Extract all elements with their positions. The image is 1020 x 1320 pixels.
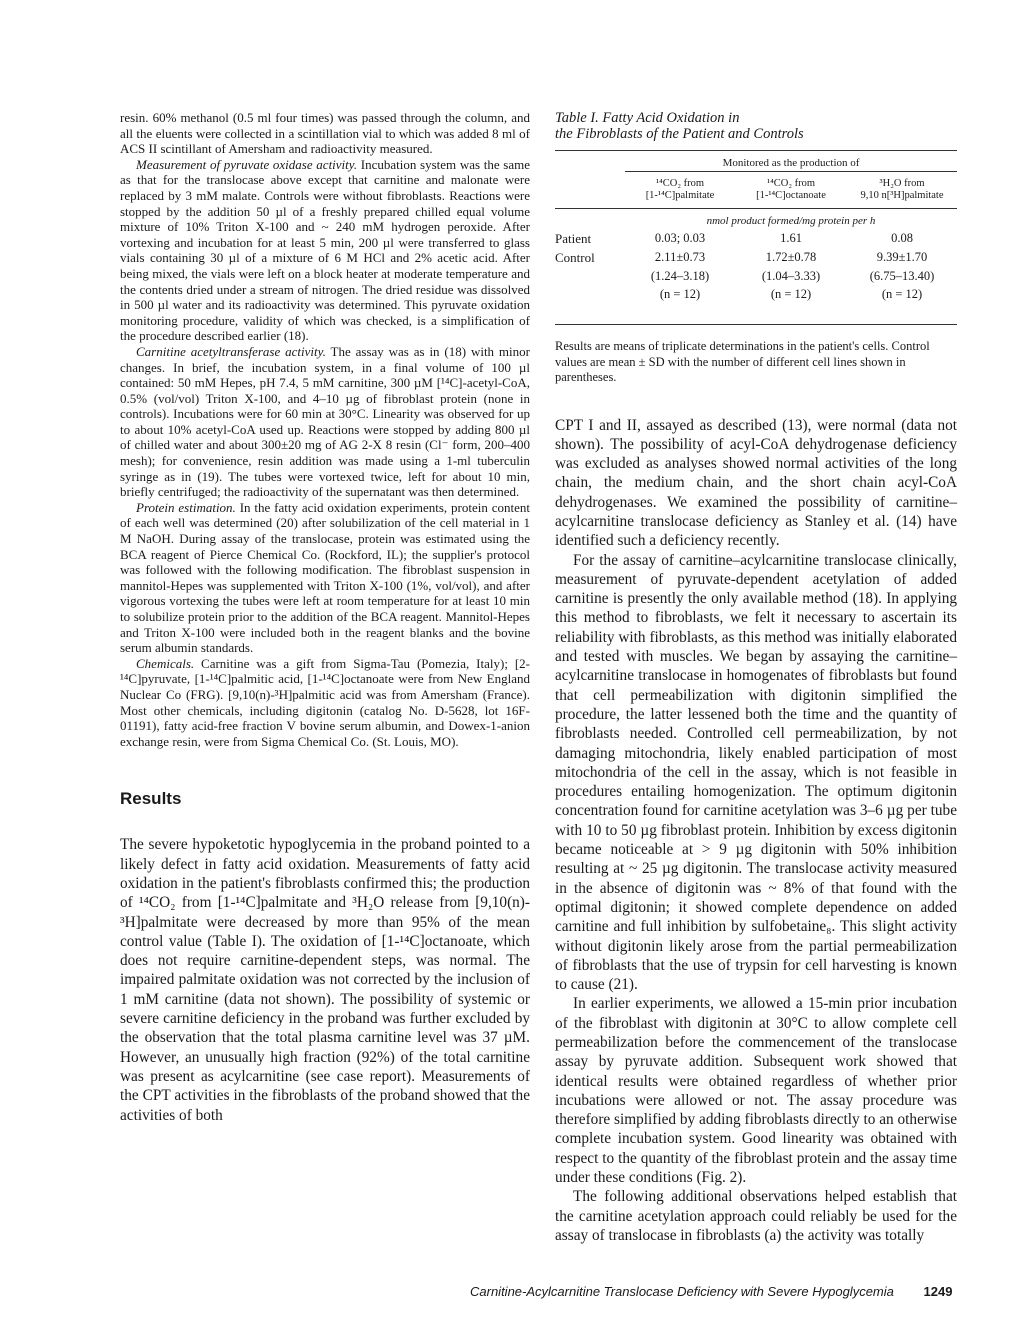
table-title-line-1: Table I. Fatty Acid Oxidation in xyxy=(555,110,740,126)
paragraph-right-4: The following additional observations helped establish that the carnitine acetylation approach could reliably be used for the assay of translocase in fibroblasts (a) the activity was totally xyxy=(555,1188,957,1244)
subheading-carnitine-acetyltransferase: Carnitine acetyltransferase activity. xyxy=(136,343,326,359)
monitored-header: Monitored as the production of xyxy=(625,151,957,172)
table-row: Control 2.11±0.73 1.72±0.78 9.39±1.70 xyxy=(555,250,928,265)
table-row: (n = 12) (n = 12) (n = 12) xyxy=(659,287,923,301)
paragraph-resin: resin. 60% methanol (0.5 ml four times) was passed through the column, and all the eluents were collected in a scintillation vial to which was added 8 ml of ACS II scintillant of Amersham and radioactivity measured. xyxy=(120,110,530,157)
units-row: nmol product formed/mg protein per h xyxy=(706,215,876,227)
pyruvate-oxidase-text: Incubation system was the same as that for the translocase above except that carnitine and malonate were replaced by 3 mM malate. Controls were without fibroblasts. Reactions were stopped by the addition 50 µl of a freshly prepared chilled equal volume mixture of 10% Triton X-100 and ~ 240 mM hydrogen peroxide. After vortexing and incubation for at least 5 min, 200 µl were transferred to glass vials containing 30 µl of a mixture of 6 M HCl and 2% acetic acid. After being mixed, the vials were left on a block heater at moderate temperature and the contents dried under a stream of nitrogen. The dried residue was dissolved in 500 µl water and its radioactivity was determined. This pyruvate oxidation monitoring procedure, validity of which was checked, is a simplification of the procedure described earlier (18). xyxy=(120,156,531,344)
subheading-chemicals: Chemicals. xyxy=(136,655,195,671)
table-title xyxy=(555,110,957,142)
left-column xyxy=(120,110,530,1125)
table-row: Patient 0.03; 0.03 1.61 0.08 xyxy=(555,231,913,246)
subheading-protein-estimation: Protein estimation. xyxy=(136,499,236,515)
column-header-octanoate-co2: ¹⁴CO₂ from [1-¹⁴C]octanoate xyxy=(735,172,847,209)
table-footnote: Results are means of triplicate determinations in the patient's cells. Control values are mean ± SD with the number of different cell lines shown in parentheses. xyxy=(555,339,930,384)
paragraph-results-1: The severe hypoketotic hypoglycemia in the proband pointed to a likely defect in fatty acid oxidation. Measurements of fatty acid oxidation in the patient's fibroblasts confirmed this; the production of ¹⁴CO₂ from [1-¹⁴C]palmitate and ³H₂O release from [9,10(n)-³H]palmitate were decreased by more than 95% of the mean control value (Table I). The oxidation of [1-¹⁴C]octanoate, which does not require carnitine-dependent steps, was normal. The impaired palmitate oxidation was not corrected by the inclusion of 1 mM carnitine (data not shown). The possibility of systemic or severe carnitine deficiency in the proband was further excluded by the observation that the total plasma carnitine level was 37 µM. However, an unusually high fraction (92%) of the total carnitine was present as acylcarnitine (see case report). Measurements of the CPT activities in the fibroblasts of the proband showed that the activities of both xyxy=(120,836,530,1124)
carnitine-acetyltransferase-text: The assay was as in (18) with minor changes. In brief, the incubation system, in a final volume of 100 µl contained: 50 mM Hepes, pH 7.4, 5 mM carnitine, 300 µM [¹⁴C]-acetyl-CoA, 0.5% (vol/vol) Triton X-100, and 4–10 µg of fibroblast protein (none in controls). Incubations were for 60 min at 30°C. Linearity was observed for up to about 10% acetyl-CoA used up. Reactions were stopped by adding 800 µl of chilled water and about 300±20 mg of AG 2-X 8 resin (Cl⁻ form, 200–400 mesh); for convenience, resin addition was made using a 1-ml tuberculin syringe as in (19). The tubes were vortexed twice, left for about 10 min, briefly centrifuged; the radioactivity of the supernatant was then determined. xyxy=(120,343,530,500)
column-header-palmitate-co2: ¹⁴CO₂ from [1-¹⁴C]palmitate xyxy=(625,172,735,209)
paragraph-protein-estimation xyxy=(120,500,530,656)
paragraph-right-1: CPT I and II, assayed as described (13), were normal (data not shown). The possibility of acyl-CoA dehydrogenase deficiency was excluded as analyses showed normal activities of the long chain, the medium chain, and the short chain acyl-CoA dehydrogenases. We examined the possibility of carnitine–acylcarnitine translocase deficiency as Stanley et al. (14) have identified such a deficiency recently. xyxy=(555,416,957,550)
paragraph-chemicals xyxy=(120,656,530,750)
chemicals-text: Carnitine was a gift from Sigma-Tau (Pomezia, Italy); [2-¹⁴C]pyruvate, [1-¹⁴C]palmitic acid, [1-¹⁴C]octanoate were from New England Nuclear Co (FRG). [9,10(n)-³H]palmitic acid was from Amersham (France). Most other chemicals, including digitonin (catalog No. D-5628, lot 16F-01191), fatty acid-free fraction V bovine serum albumin, and Dowex-1-anion exchange resin, were from Sigma Chemical Co. (St. Louis, MO). xyxy=(120,655,530,749)
page-number: 1249 xyxy=(923,1284,953,1299)
paragraph-carnitine-acetyltransferase xyxy=(120,344,530,500)
table-title-line-2: the Fibroblasts of the Patient and Controls xyxy=(555,126,804,142)
table-row: (1.24–3.18) (1.04–3.33) (6.75–13.40) xyxy=(650,269,935,283)
running-title: Carnitine-Acylcarnitine Translocase Deficiency with Severe Hypoglycemia xyxy=(470,1284,894,1299)
column-header-palmitate-h2o: ³H₂O from 9,10 n[³H]palmitate xyxy=(847,172,957,209)
paragraph-pyruvate-oxidase xyxy=(120,157,530,344)
paragraph-right-3: In earlier experiments, we allowed a 15-min prior incubation of the fibroblast with digitonin at 30°C to allow complete cell permeabilization before the commencement of the translocase assay by pyruvate addition. Subsequent work showed that identical results were obtained regardless of whether prior incubations were allowed or not. The assay procedure was therefore simplified by adding fibroblasts directly to an otherwise complete incubation system. Good linearity was obtained with respect to the quantity of the fibroblast protein and the assay time under these conditions (Fig. 2). xyxy=(555,995,957,1187)
results-heading: Results xyxy=(120,789,182,809)
protein-estimation-text: In the fatty acid oxidation experiments, protein content of each well was determined (20) after solubilization of the cell material in 1 M NaOH. During assay of the translocase, protein was estimated using the BCA reagent of Pierce Chemical Co. (Rockford, IL); the supplier's protocol was followed with the following modification. The fibroblast suspension in mannitol-Hepes was supplemented with Triton X-100 (1%, vol/vol), and after vigorous vortexing the tubes were left at room temperature for at least 10 min to solubilize protein prior to the addition of the BCA reagent. Mannitol-Hepes and Triton X-100 were included both in the reagent blanks and the bovine serum albumin standards. xyxy=(120,499,530,656)
table-bottom-rule xyxy=(555,324,957,325)
fatty-acid-oxidation-table xyxy=(555,151,957,324)
page-footer xyxy=(470,1284,957,1299)
paragraph-right-2: For the assay of carnitine–acylcarnitine translocase clinically, measurement of pyruvate-dependent acetylation of added carnitine is presently the only available method (18). In applying this method to fibroblasts, we felt it necessary to ascertain its reliability with fibroblasts, as this method was initially elaborated and tested with muscles. We began by assaying the carnitine–acylcarnitine translocase in homogenates of fibroblasts but found that cell permeabilization with digitonin simplified the procedure, the latter lessened both the time and the quantity of fibroblasts needed. Controlled cell permeabilization, by not damaging mitochondria, likely enabled participation of most mitochondria of the cell in the assay, which is not feasible in procedures entailing homogenization. The optimum digitonin concentration found for carnitine acetylation was 3–6 µg per tube with 10 to 50 µg fibroblast protein. Inhibition by excess digitonin became noticeable at > 9 µg digitonin with 50% inhibition resulting at ~ 25 µg digitonin. The translocase activity measured in the absence of digitonin was ~ 8% of that found with the optimal digitonin; it showed complete dependence on added carnitine and full inhibition by sulfobetaine₈. This slight activity without digitonin likely arose from the partial permeabilization of fibroblasts that the use of trypsin for cell harvesting is known to cause (21). xyxy=(555,551,957,994)
table-1 xyxy=(555,110,957,386)
right-column xyxy=(555,110,957,1245)
subheading-pyruvate-oxidase: Measurement of pyruvate oxidase activity. xyxy=(136,156,358,172)
